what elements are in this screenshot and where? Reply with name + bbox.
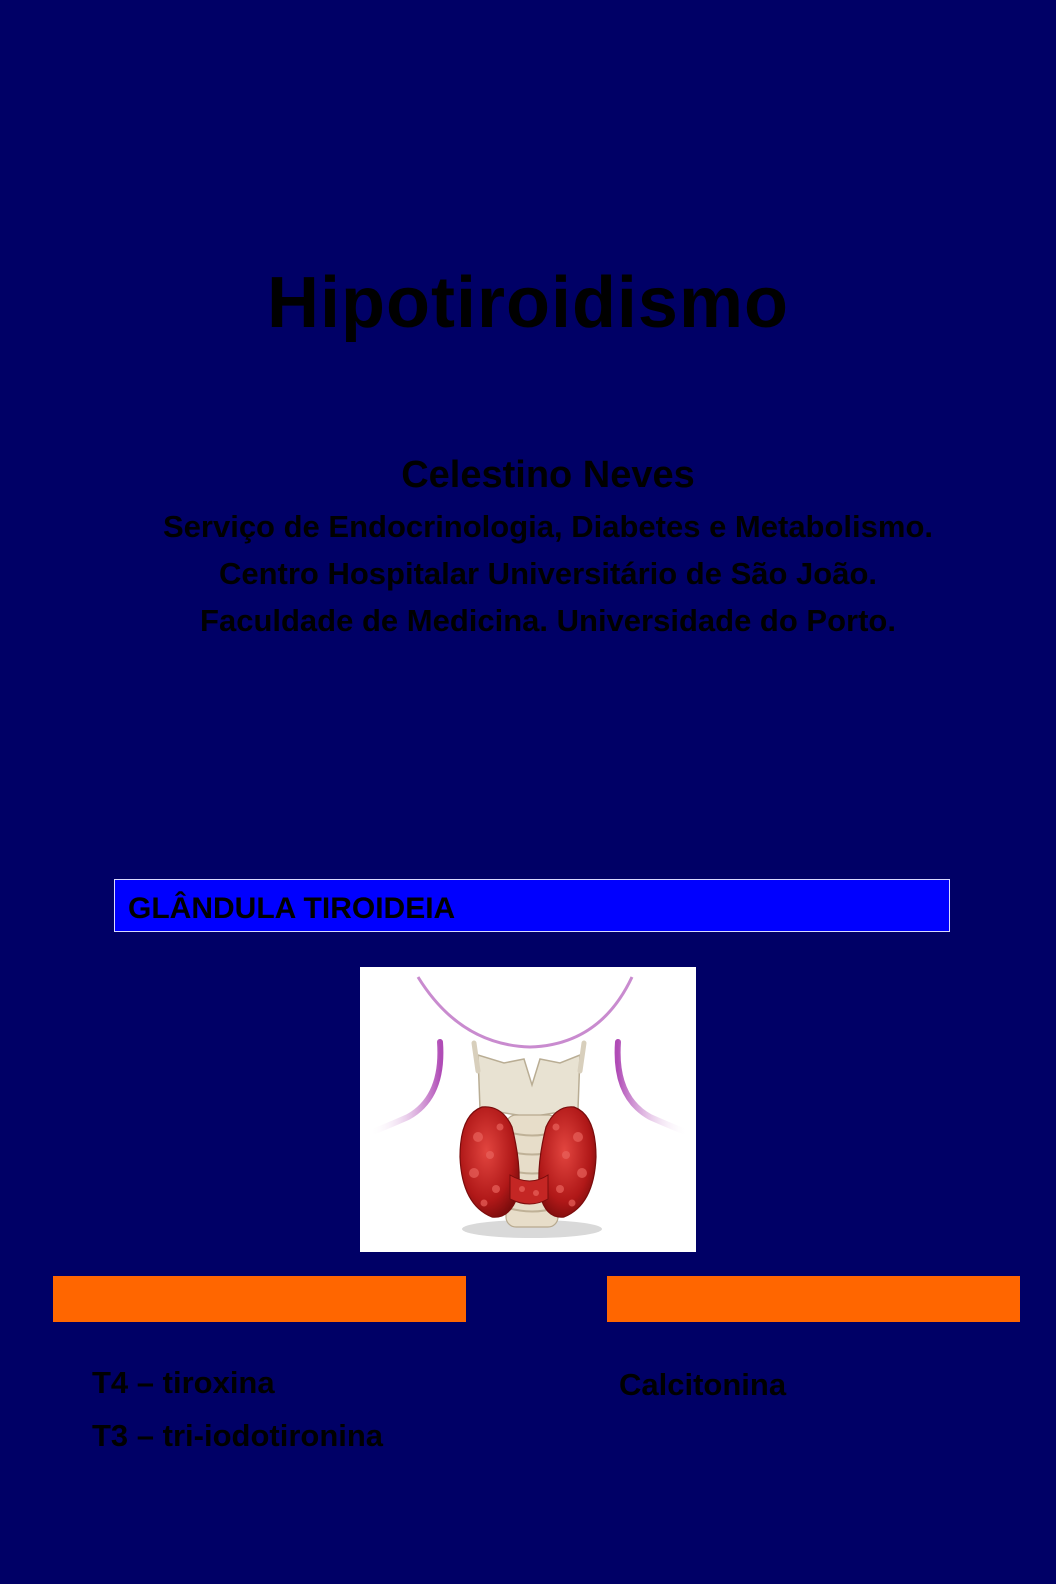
affiliation-line: Faculdade de Medicina. Universidade do Porto.	[200, 603, 896, 638]
hormone-calcitonin: Calcitonina	[619, 1367, 787, 1402]
hormone-label-bar-right	[607, 1276, 1020, 1322]
hormone-t3: T3 – tri-iodotironina	[92, 1418, 384, 1453]
slide-title: Hipotiroidismo	[267, 263, 789, 343]
hormone-t4: T4 – tiroxina	[92, 1365, 275, 1400]
affiliation-line: Serviço de Endocrinologia, Diabetes e Metabolismo.	[162, 509, 934, 544]
hormone-label-bar-left	[53, 1276, 466, 1322]
section-heading-bar	[114, 879, 950, 932]
thyroid-figure	[360, 967, 696, 1252]
affiliation-line: Centro Hospitalar Universitário de São João.	[218, 556, 878, 591]
section-heading: GLÂNDULA TIROIDEIA	[128, 892, 456, 925]
author-name: Celestino Neves	[401, 454, 695, 496]
thyroid-gland-icon	[360, 967, 696, 1252]
